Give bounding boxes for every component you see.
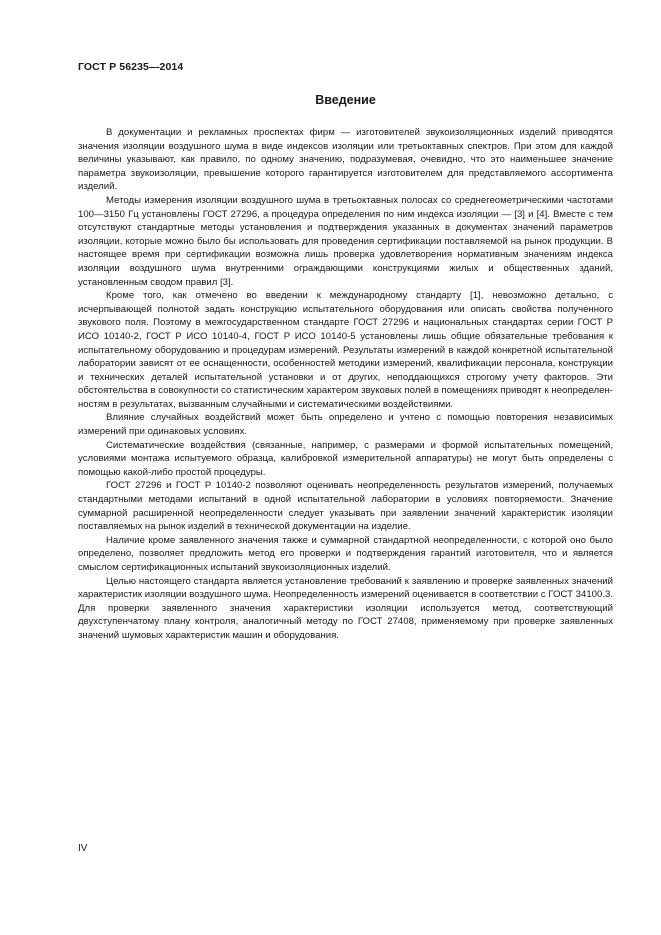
paragraph-1: В документации и рекламных проспектах фирм — изготовителей звукоизоляционных изделий приводятся значения изоляции воздушного шума в виде индексов изоляции или третьоктавных спектров. При этом для каждой величины указывают, как правило, по одному значению, подразумевая, очевидно, что это наименьшее значение параметра звукоизоляции, превышение которого гарантируется изготовителем для представляемого ассортимента изделий. [78,127,613,193]
document-body [78,126,613,643]
document-header: ГОСТ Р 56235—2014 [78,61,184,73]
paragraph-2: Методы измерения изоляции воздушного шума в третьоктавных полосах со среднегеометрическими частотами 100—3150 Гц установлены ГОСТ 27296, а процедура определения по ним индекса изоляции — [3] и [4]. Вместе с тем отсутствуют стандартные методы установления и подтверждения указанных в документах значений параметров изоляции, которые можно было бы использовать для проведения сертификации поставляемой на рынок продукции. В настоящее время при сертификации возможна лишь проверка удовлетворения нормативным значениям индекса изоляции воздушного шума внутренними ограждающими конструкциями жилых и общественных зданий, установленным сводом правил [3]. [78,194,613,288]
paragraph-4: Влияние случайных воздействий может быть определено и учтено с помощью повторения независимых измерений при одинаковых условиях. [78,412,613,438]
page-number: IV [78,843,88,854]
paragraph-8: Целью настоящего стандарта является установление требований к заявлению и проверке заявленных значений характеристик изоляции воздушного шума. Неопределенность измерений оценивается в соответствии с ГОСТ 34100.3. Для проверки заявленного значения характеристики изоляции используется метод, соответствующий двухступенчатому плану контроля, аналогичный методу по ГОСТ 27408, применяемому при проверке заявленных значений шумовых характеристик машин и оборудования. [78,575,613,641]
paragraph-6: ГОСТ 27296 и ГОСТ Р 10140-2 позволяют оценивать неопределенность результатов измерений, получаемых стандартными методами испытаний в одной испытательной лаборатории в условиях повторяемости. Значение суммарной расширенной неопределенности следует указывать при заявлении значений характеристик изоляции поставляемых на рынок изделий в технической документации на изделие. [78,480,613,533]
paragraph-5: Систематические воздействия (связанные, например, с размерами и формой испытательных помещений, условиями монтажа испытуемого образца, калибровкой измерительной аппаратуры) не могут быть определены с помощью какой-либо простой процедуры. [78,439,613,478]
section-title: Введение [315,93,376,107]
paragraph-3: Кроме того, как отмечено во введении к международному стандарту [1], невозможно детально, с исчерпывающей полнотой задать конструкцию испытательного оборудования или описать свойства полученного звукового поля. Поэтому в межгосударственном стандарте ГОСТ 27296 и национальных стандартах серии ГОСТ Р ИСО 10140-2, ГОСТ Р ИСО 10140-4, ГОСТ Р ИСО 10140-5 установлены лишь общие обязательные требования к испытательному оборудованию и процедурам измерений. Результаты измерений в каждой конкретной испытательной лаборатории зависят от ее оснащенности, особенностей методики измерений, квалификации персонала, конструкции и технических деталей испытательной установки и от других, неподдающихся строгому учету факторов. Эти обстоятельства в совокупности со статистическим характером звуковых полей в помещениях приводят к неопределенностям в результатах, вызванным случайными и систематическими воздействиями. [78,290,613,410]
paragraph-7: Наличие кроме заявленного значения также и суммарной стандартной неопределенности, с которой оно было определено, позволяет предложить метод его проверки и подтверждения гарантий изготовителя, что и является смыслом сертификационных испытаний звукоизоляционных изделий. [78,534,613,573]
